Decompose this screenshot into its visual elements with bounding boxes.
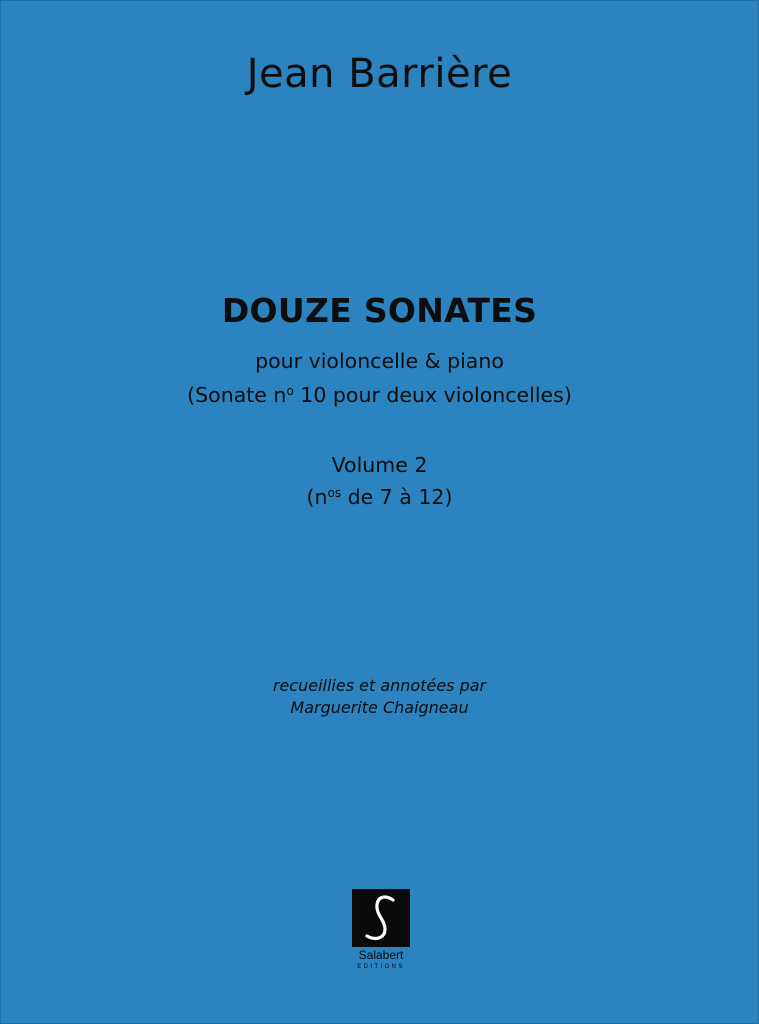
sonata-note-text-end: 10 pour deux violoncelles) (293, 383, 572, 407)
sonata-note-text: (Sonate n (187, 383, 287, 407)
composer-name: Jean Barrière (246, 51, 513, 97)
editor-name: Marguerite Chaigneau (290, 698, 469, 717)
volume-numbers-text: (n (306, 485, 328, 509)
publisher-tagline: EDITIONS (357, 964, 405, 970)
sonata-note-superscript: o (286, 384, 294, 398)
work-title: DOUZE SONATES (221, 291, 538, 330)
instrumentation: pour violoncelle & piano (255, 349, 504, 373)
credit-line: recueillies et annotées par (272, 676, 487, 695)
volume-numbers (1, 485, 758, 509)
publisher-logo (352, 889, 410, 977)
volume-numbers-text-end: de 7 à 12) (341, 485, 453, 509)
volume-label: Volume 2 (331, 453, 428, 477)
salabert-s-logo-icon (352, 889, 410, 947)
volume-numbers-superscript: os (327, 486, 342, 500)
sonata-note (1, 383, 758, 407)
publisher-name: Salabert (358, 948, 404, 962)
